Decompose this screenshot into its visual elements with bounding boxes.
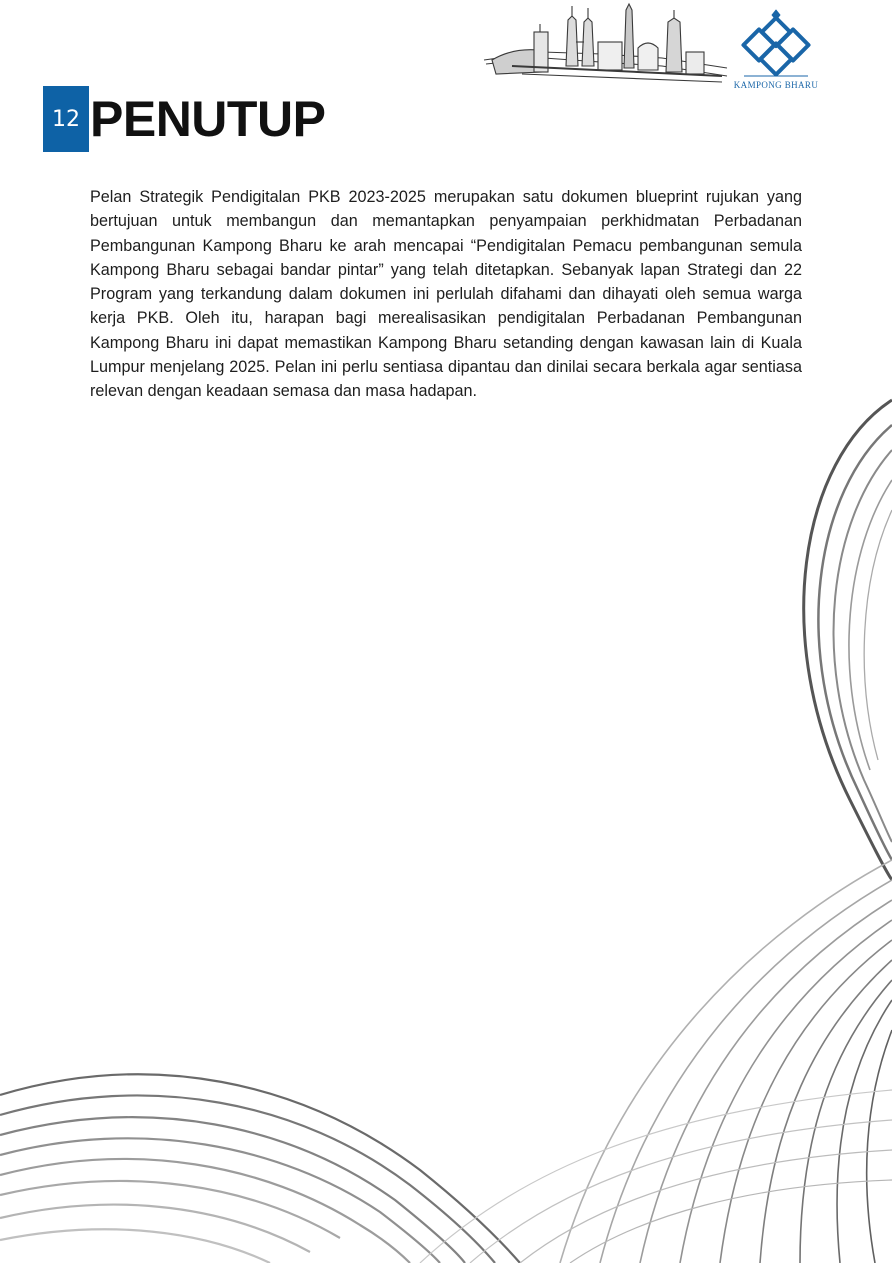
decorative-swirl-right bbox=[760, 380, 892, 900]
chapter-number-badge: 12 bbox=[43, 86, 89, 152]
pkb-logo-icon bbox=[730, 6, 822, 90]
chapter-title: PENUTUP bbox=[90, 91, 326, 147]
decorative-swirl-bottom bbox=[0, 840, 892, 1263]
kuala-lumpur-skyline-icon bbox=[482, 2, 732, 88]
logo-caption: KAMPONG BHARU bbox=[733, 80, 819, 90]
body-paragraph: Pelan Strategik Pendigitalan PKB 2023-2025 merupakan satu dokumen blueprint rujukan yang bertujuan untuk membangun dan memantapkan penyampaian perkhidmatan Perbadanan Pembangunan Kampong Bharu ke arah mencapai “Pendigitalan Pemacu pembangunan semula Kampong Bharu sebagai bandar pintar” yang telah ditetapkan. Sebanyak lapan Strategi dan 22 Program yang terkandung dalam dokumen ini perlulah difahami dan dihayati oleh semua warga kerja PKB. Oleh itu, harapan bagi merealisasikan pendigitalan Perbadanan Pembangunan Kampong Bharu ini dapat memastikan Kampong Bharu setanding dengan kawasan lain di Kuala Lumpur menjelang 2025. Pelan ini perlu sentiasa dipantau dan dinilai secara berkala agar sentiasa relevan dengan keadaan semasa dan masa hadapan. bbox=[90, 188, 802, 401]
